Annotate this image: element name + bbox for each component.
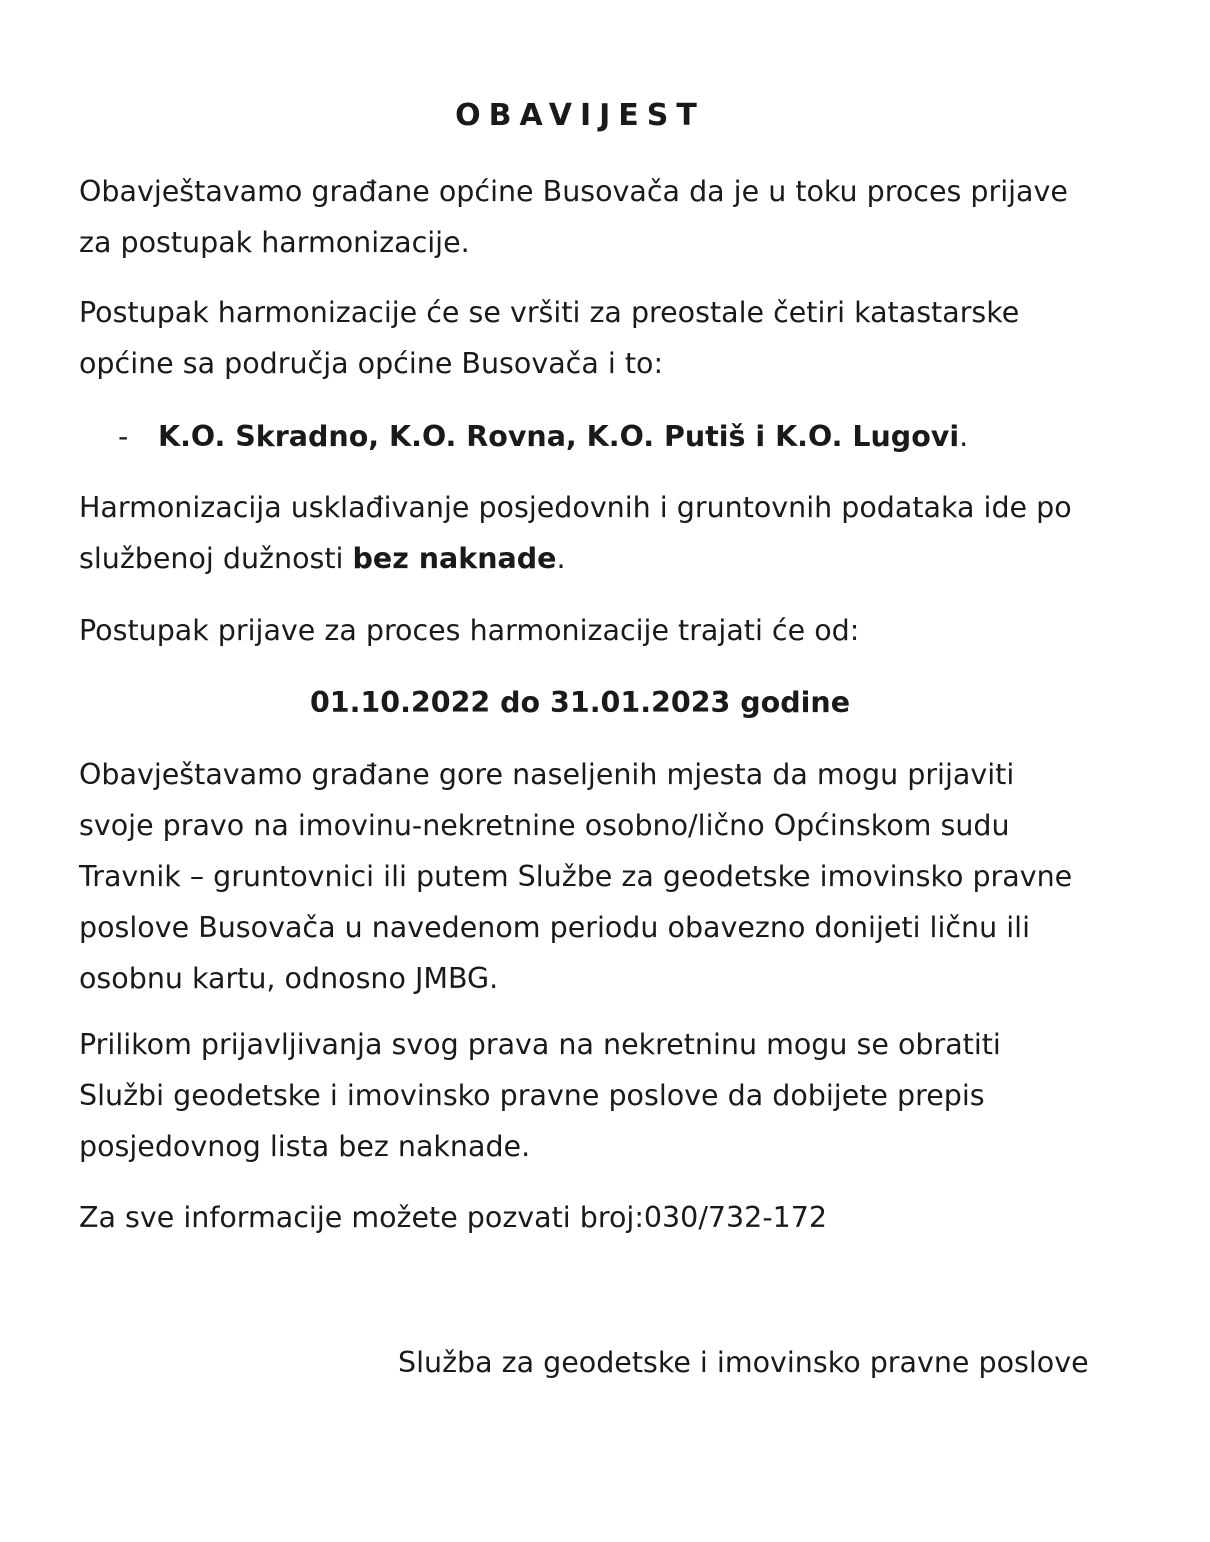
paragraph-line: Službi geodetske i imovinsko pravne poslove da dobijete prepis [79,1079,985,1112]
paragraph-line: Obavještavamo građane gore naseljenih mjesta da mogu prijaviti [79,758,1015,791]
paragraph-line: Postupak prijave za proces harmonizacije trajati će od: [79,614,860,647]
signature: Služba za geodetske i imovinsko pravne poslove [398,1346,1089,1379]
paragraph-line: poslove Busovača u navedenom periodu obavezno donijeti ličnu ili [79,911,1030,944]
bullet-suffix: . [959,420,969,453]
bullet-dash: - [118,420,129,453]
paragraph-line [79,533,1139,584]
paragraph-line: Postupak harmonizacije će se vršiti za preostale četiri katastarske [79,296,1020,329]
paragraph-line: općine sa područja općine Busovača i to: [79,347,664,380]
paragraph-registration [79,749,1139,1004]
cadastral-municipalities: K.O. Skradno, K.O. Rovna, K.O. Putiš i K.O. Lugovi [158,420,960,453]
paragraph-contact [79,1192,1139,1243]
cadastral-list-item [118,411,968,462]
paragraph-line: osobnu kartu, odnosno JMBG. [79,962,499,995]
paragraph-harmonization [79,482,1139,584]
paragraph-line: posjedovnog lista bez naknade. [79,1130,531,1163]
paragraph-procedure [79,287,1139,389]
paragraph-line: za postupak harmonizacije. [79,226,470,259]
paragraph-line: svoje pravo na imovinu-nekretnine osobno/lično Općinskom sudu [79,809,1010,842]
paragraph-line: Obavještavamo građane općine Busovača da je u toku proces prijave [79,175,1068,208]
paragraph-line: Harmonizacija usklađivanje posjedovnih i gruntovnih podataka ide po [79,491,1072,524]
date-range: 01.10.2022 do 31.01.2023 godine [309,686,851,719]
paragraph-line: Prilikom prijavljivanja svog prava na nekretninu mogu se obratiti [79,1028,1001,1061]
paragraph-intro [79,166,1139,268]
text-span: . [556,542,566,575]
paragraph-line: Travnik – gruntovnici ili putem Službe za geodetske imovinsko pravne [79,860,1073,893]
free-of-charge-text: bez naknade [352,542,557,575]
paragraph-line: Za sve informacije možete pozvati broj:030/732-172 [79,1201,827,1234]
text-span: službenoj dužnosti [79,542,353,575]
paragraph-duration [79,605,1139,656]
document-title: OBAVIJEST [455,98,705,133]
paragraph-transcript [79,1019,1139,1172]
